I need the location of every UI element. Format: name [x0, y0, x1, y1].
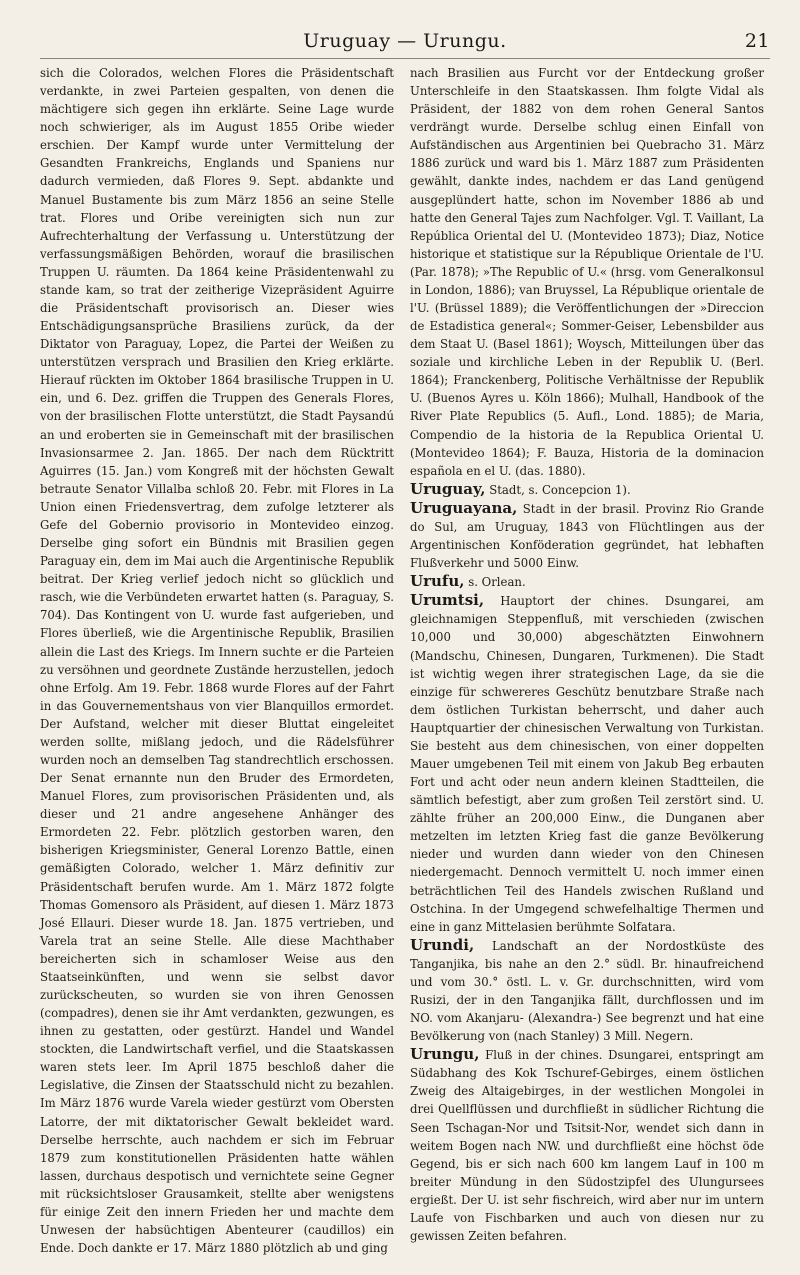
entry-headword: Uruguay, [410, 479, 486, 498]
entry-text: s. Orlean. [464, 575, 526, 590]
right-column [410, 64, 764, 1245]
entry-urufu [410, 572, 764, 591]
entry-urundi [410, 936, 764, 1045]
entry-headword: Urumtsi, [410, 591, 485, 610]
header-rule [40, 58, 770, 59]
entry-headword: Urungu, [410, 1045, 480, 1064]
entry-text: Fluß in der chines. Dsungarei, entspringt am Südabhang des Kok Tschuref-Gebirges, einem östlichen Zweig des Altaigebirges, in der westlichen Mongolei in drei Quellflüssen und durchfließt in südlicher Richtung die Seen Tschagan-Nor und Tsitsit-Nor, wendet sich dann in weitem Bogen nach NW. und durchfließt eine höchst öde Gegend, bis er sich nach 600 km langem Lauf in 100 m breiter Mündung in den Südostzipfel des Ulungursees ergießt. Der U. ist sehr fischreich, wird aber nur im untern Laufe von Fischbarken und auch von diesen nur zu gewissen Zeiten befahren. [410, 1048, 764, 1243]
entry-uruguayana [410, 499, 764, 572]
entry-uruguay-stadt [410, 480, 764, 499]
entry-urungu [410, 1045, 764, 1245]
article-continuation-right: nach Brasilien aus Furcht vor der Entdeckung großer Unterschleife in den Staatskassen. Ihm folgte Vidal als Präsident, der 1882 von dem rohen General Santos verdrängt wurde. Derselbe schlug einen Einfall von Aufständischen aus Argentinien bei Quebracho 31. März 1886 zurück und ward bis 1. März 1887 zum Präsidenten gewählt, dankte indes, nachdem er das Land genügend ausgeplündert hatte, schon im November 1886 ab und hatte den General Tajes zum Nachfolger. Vgl. T. Vaillant, La República Oriental del U. (Montevideo 1873); Diaz, Notice historique et statistique sur la République Orientale de l'U. (Par. 1878); »The Republic of U.« (hrsg. vom Generalkonsul in London, 1886); van Bruyssel, La République orientale de l'U. (Brüssel 1889); die Veröffentlichungen der »Direccion de Estadistica general«; Sommer-Geiser, Lebensbilder aus dem Staat U. (Basel 1861); Woysch, Mitteilungen über das soziale und kirchliche Leben in der Republik U. (Berl. 1864); Franckenberg, Politische Verhältnisse der Republik U. (Buenos Ayres u. Köln 1866); Mulhall, Handbook of the River Plate Republics (5. Aufl., Lond. 1885); de Maria, Compendio de la historia de la Republica Oriental U. (Montevideo 1864); F. Bauza, Historia de la dominacion española en el U. (das. 1880). [410, 66, 764, 478]
entry-text: Landschaft an der Nordostküste des Tanganjika, bis nahe an den 2.° südl. Br. hinaufreichend und vom 30.° östl. L. v. Gr. durchschnitten, wird vom Rusizi, der in den Tanganjika fällt, durchflossen und im NO. vom Akanjaru- (Alexandra-) See begrenzt und hat eine Bevölkerung von (nach Stanley) 3 Mill. Negern. [410, 938, 764, 1044]
article-continuation-left: sich die Colorados, welchen Flores die Präsidentschaft verdankte, in zwei Parteien gespalten, von denen die mächtigere sich gegen ihn erklärte. Seine Lage wurde noch schwieriger, als im August 1855 Oribe wieder erschien. Der Kampf wurde unter Vermittelung der Gesandten Frankreichs, Englands und Spaniens nur dadurch vermieden, daß Flores 9. Sept. abdankte und Manuel Bustamente bis zum März 1856 an seine Stelle trat. Flores und Oribe vereinigten sich nun zur Aufrechterhaltung der Verfassung u. Unterstützung der verfassungsmäßigen Behörden, worauf die brasilischen Truppen U. räumten. Da 1864 keine Präsidentenwahl zu stande kam, so trat der zeitherige Vizepräsident Aguirre die Präsidentschaft provisorisch an. Dieser wies Entschädigungsansprüche Brasiliens zurück, da der Diktator von Paraguay, Lopez, die Partei der Weißen zu unterstützen versprach und Brasilien den Krieg erklärte. Hierauf rückten im Oktober 1864 brasilische Truppen in U. ein, und 6. Dez. griffen die Truppen des Generals Flores, von der brasilischen Flotte unterstützt, die Stadt Paysandú an und eroberten sie in Gemeinschaft mit der brasilischen Invasionsarmee 2. Jan. 1865. Der nach dem Rücktritt Aguirres (15. Jan.) vom Kongreß mit der höchsten Gewalt betraute Senator Villalba schloß 20. Febr. mit Flores in La Union einen Friedensvertrag, dem zufolge letzterer als Gefe del Gobernio provisorio in Montevideo einzog. Derselbe ging sofort ein Bündnis mit Brasilien gegen Paraguay ein, dem im Mai auch die Argentinische Republik beitrat. Der Krieg verlief jedoch nicht so glücklich und rasch, wie die Verbündeten erwartet hatten (s. Paraguay, S. 704). Das Kontingent von U. wurde fast aufgerieben, und Flores überließ, wie die Argentinische Republik, Brasilien allein die Last des Kriegs. Im Innern suchte er die Parteien zu versöhnen und geordnete Zustände herzustellen, jedoch ohne Erfolg. Am 19. Febr. 1868 wurde Flores auf der Fahrt in das Gouvernementshaus von vier Blanquillos ermordet. Der Aufstand, welcher mit dieser Bluttat eingeleitet werden sollte, mißlang jedoch, und die Rädelsführer wurden noch an demselben Tag standrechtlich erschossen. Der Senat ernannte nun den Bruder des Ermordeten, Manuel Flores, zum provisorischen Präsidenten und, als dieser und 21 andre angesehene Anhänger des Ermordeten 22. Febr. plötzlich gestorben waren, den bisherigen Kriegsminister, General Lorenzo Battle, einen gemäßigten Colorado, welcher 1. März definitiv zur Präsidentschaft berufen wurde. Am 1. März 1872 folgte Thomas Gomensoro als Präsident, auf diesen 1. März 1873 José Ellauri. Dieser wurde 18. Jan. 1875 vertrieben, und Varela trat an seine Stelle. Alle diese Machthaber bereicherten sich in schamloser Weise aus den Staatseinkünften, und wenn sie selbst davor zurückscheuten, so wurden sie von ihren Genossen (compadres), denen sie ihr Amt verdankten, gezwungen, es ihnen zu gestatten, oder gestürzt. Handel und Wandel stockten, die Landwirtschaft verfiel, und die Staatskassen waren stets leer. Im April 1875 beschloß daher die Legislative, die Zinsen der Staatsschuld nicht zu bezahlen. Im März 1876 wurde Varela wieder gestürzt vom Obersten Latorre, der mit diktatorischer Gewalt bekleidet ward. Derselbe herrschte, auch nachdem er sich im Februar 1879 zum konstitutionellen Präsidenten hatte wählen lassen, durchaus despotisch und vernichtete seine Gegner mit rücksichtsloser Grausamkeit, stellte aber wenigstens für einige Zeit den innern Frieden her und machte dem Unwesen der habsüchtigen Abenteurer (caudillos) ein Ende. Doch dankte er 17. März 1880 plötzlich ab und ging [40, 66, 394, 1256]
running-title: Uruguay — Urungu. [303, 30, 507, 52]
entry-headword: Uruguayana, [410, 498, 518, 517]
entry-text: Stadt, s. Concepcion 1). [485, 482, 631, 497]
entry-text: Hauptort der chines. Dsungarei, am gleichnamigen Steppenfluß, mit verschieden (zwischen 10,000 und 30,000) abgeschätzten Einwohnern (Mandschu, Chinesen, Dungaren, Turkmenen). Die Stadt ist wichtig wegen ihrer strategischen Lage, da sie die einzige für schwereres Geschütz benutzbare Straße nach dem östlichen Turkistan beherrscht, und daher auch Hauptquartier der chinesischen Verwaltung von Turkistan. Sie besteht aus dem chinesischen, von einer doppelten Mauer umgebenen Teil mit einem von Jakub Beg erbauten Fort und acht oder neun andern kleinen Stadtteilen, die sämtlich befestigt, aber zum großen Teil zerstört sind. U. zählte früher an 200,000 Einw., die Dunganen aber metzelten im letzten Krieg fast die ganze Bevölkerung nieder und wurden dann wieder von den Chinesen niedergemacht. Dennoch vermittelt U. noch immer einen beträchtlichen Teil des Handels zwischen Rußland und Ostchina. In der Umgegend schwefelhaltige Thermen und eine in ganz Mittelasien berühmte Solfatara. [410, 594, 764, 934]
entry-headword: Urufu, [410, 572, 465, 591]
entry-headword: Urundi, [410, 935, 475, 954]
left-column [40, 64, 394, 1257]
entry-text: Stadt in der brasil. Provinz Rio Grande do Sul, am Uruguay, 1843 von Flüchtlingen aus der Argentinischen Konföderation gegründet, hat lebhaften Flußverkehr und 5000 Einw. [410, 501, 764, 571]
page-number: 21 [744, 30, 770, 52]
page-header [40, 26, 770, 56]
entry-urumtsi [410, 591, 764, 935]
